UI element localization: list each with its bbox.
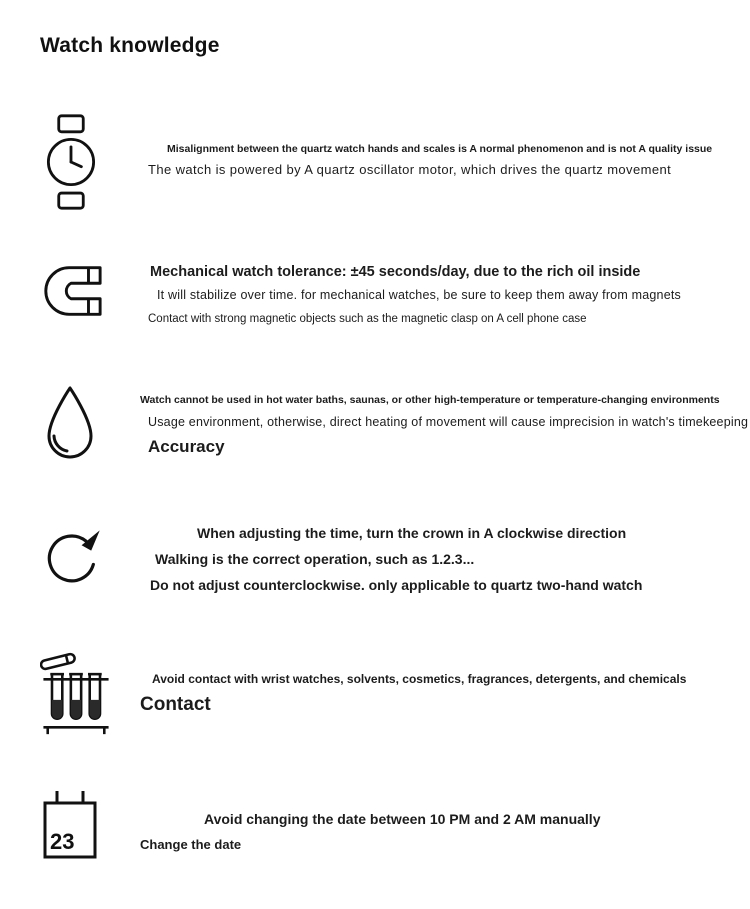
text-line: Accuracy: [148, 437, 225, 456]
test-tubes-icon: [40, 643, 130, 743]
text-line: Usage environment, otherwise, direct heating of movement will cause imprecision in watch's timekeeping: [148, 415, 749, 429]
calendar-icon: [40, 786, 130, 866]
section-text: [130, 262, 750, 325]
section-chemical-contact: [40, 643, 750, 743]
text-line: Do not adjust counterclockwise. only applicable to quartz two-hand watch: [150, 577, 643, 593]
text-line: Walking is the correct operation, such as 1.2.3...: [155, 551, 475, 567]
section-temperature-accuracy: [40, 376, 750, 476]
water-drop-icon: [40, 376, 130, 476]
text-line: Contact with strong magnetic objects such as the magnetic clasp on A cell phone case: [148, 313, 587, 325]
text-line: Watch cannot be used in hot water baths, saunas, or other high-temperature or temperature-changing environments: [140, 394, 720, 406]
section-text: [130, 113, 750, 177]
watch-icon: [40, 113, 130, 211]
section-text: [130, 786, 750, 852]
text-line: Avoid changing the date between 10 PM and 2 AM manually: [204, 811, 601, 827]
section-time-adjustment: [40, 516, 750, 598]
text-line: Contact: [140, 694, 211, 715]
section-text: [130, 643, 750, 716]
text-line: Avoid contact with wrist watches, solvents, cosmetics, fragrances, detergents, and chemicals: [152, 672, 687, 686]
text-line: Change the date: [140, 837, 242, 852]
section-date-change: [40, 786, 750, 866]
text-line: The watch is powered by A quartz oscillator motor, which drives the quartz movement: [148, 162, 672, 177]
page-title: Watch knowledge: [40, 34, 220, 57]
text-line: Mechanical watch tolerance: ±45 seconds/day, due to the rich oil inside: [150, 264, 641, 280]
section-text: [130, 376, 750, 457]
text-line: Misalignment between the quartz watch hands and scales is A normal phenomenon and is not A quality issue: [167, 143, 713, 155]
section-text: [130, 516, 750, 593]
section-quartz-movement: [40, 113, 750, 211]
magnet-icon: [40, 262, 130, 320]
text-line: It will stabilize over time. for mechanical watches, be sure to keep them away from magnets: [157, 288, 681, 302]
calendar-day-number: 23: [50, 829, 75, 854]
text-line: When adjusting the time, turn the crown in A clockwise direction: [197, 525, 627, 541]
section-magnetism: [40, 262, 750, 325]
clockwise-arrow-icon: [40, 516, 130, 598]
